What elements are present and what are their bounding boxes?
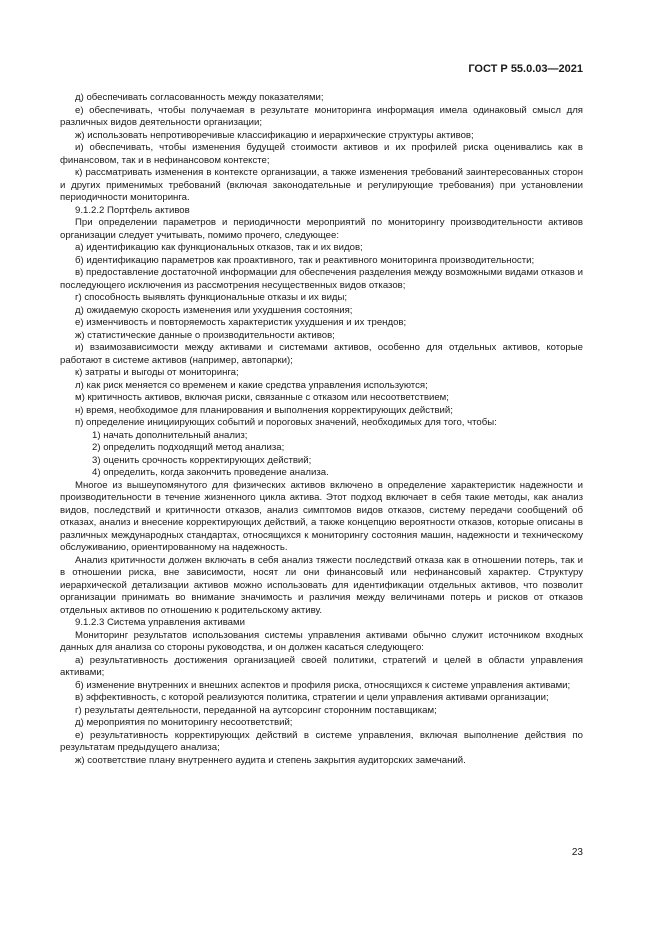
paragraph: При определении параметров и периодичности мероприятий по мониторингу производительности активов организации следует учитывать, помимо прочего, следующее: <box>60 217 583 241</box>
paragraph: и) обеспечивать, чтобы изменения будущей стоимости активов и их профилей риска оценивались как в финансовом, так и в нефинансовом контексте; <box>60 142 583 166</box>
paragraph: Анализ критичности должен включать в себя анализ тяжести последствий отказа как в отношении потерь, так и в отношении риска, вне зависимости, носят ли они финансовый или нефинансовый характер. Структуру иерархической детализации активов можно использовать для идентификации отдельных активов, что позволит организации принимать во внимание значимость и различия между величинами потерь и рисков от отказов отдельных активов по отношению к родительскому активу. <box>60 554 583 616</box>
list-item: д) ожидаемую скорость изменения или ухудшения состояния; <box>75 304 353 316</box>
list-item: г) результаты деятельности, переданной на аутсорсинг сторонним поставщикам; <box>75 704 437 716</box>
list-item: а) идентификацию как функциональных отказов, так и их видов; <box>75 242 363 253</box>
list-item: м) критичность активов, включая риски, связанные с отказом или несоответствием; <box>75 392 449 403</box>
list-item: в) эффективность, с которой реализуются политика, стратегии и цели управления активами организации; <box>75 692 549 703</box>
sub-list-item: 4) определить, когда закончить проведение анализа. <box>92 467 329 478</box>
list-item: в) предоставление достаточной информации для обеспечения разделения между возможными видами отказов и последующего исключения из рассмотрения несущественных видов отказов; <box>60 267 583 291</box>
list-item: д) мероприятия по мониторингу несоответствий; <box>75 717 293 728</box>
sub-list-item: 3) оценить срочность корректирующих действий; <box>92 454 312 466</box>
list-item: и) взаимозависимости между активами и системами активов, особенно для отдельных активов, которые работают в системе активов (например, автопарки); <box>60 342 583 366</box>
section-heading: 9.1.2.3 Система управления активами <box>75 617 245 628</box>
list-item: е) результативность корректирующих действий в системе управления, включая выполнение действия по результатам предыдущего анализа; <box>60 729 583 753</box>
list-item: ж) соответствие плану внутреннего аудита и степень закрытия аудиторских замечаний. <box>75 754 466 766</box>
list-item: п) определение инициирующих событий и пороговых значений, необходимых для того, чтобы: <box>75 417 497 428</box>
paragraph: Мониторинг результатов использования системы управления активами обычно служит источником входных данных для анализа со стороны руководства, и он должен касаться следующего: <box>60 629 583 653</box>
list-item: ж) статистические данные о производительности активов; <box>75 329 335 341</box>
list-item: л) как риск меняется со временем и какие средства управления используются; <box>75 379 428 391</box>
list-item: е) изменчивость и повторяемость характеристик ухудшения и их трендов; <box>75 317 407 328</box>
list-item: к) затраты и выгоды от мониторинга; <box>75 367 239 378</box>
list-item: б) изменение внутренних и внешних аспектов и профиля риска, относящихся к системе управления активами; <box>75 679 571 691</box>
section-heading: 9.1.2.2 Портфель активов <box>75 204 190 216</box>
sub-list-item: 1) начать дополнительный анализ; <box>92 429 248 441</box>
paragraph: е) обеспечивать, чтобы получаемая в результате мониторинга информация имела одинаковый смысл для различных видов деятельности организации; <box>60 104 583 128</box>
list-item: а) результативность достижения организацией своей политики, стратегий и целей в области управления активами; <box>60 654 583 678</box>
paragraph: д) обеспечивать согласованность между показателями; <box>75 92 324 103</box>
document-id: ГОСТ Р 55.0.03—2021 <box>468 63 583 75</box>
list-item: г) способность выявлять функциональные отказы и их виды; <box>75 292 348 303</box>
page-number: 23 <box>571 847 583 858</box>
page-body <box>60 92 583 767</box>
sub-list-item: 2) определить подходящий метод анализа; <box>92 442 285 453</box>
paragraph: Многое из вышеупомянутого для физических активов включено в определение характеристик надежности и производительности в течение жизненного цикла актива. Этот подход включает в себя такие методы, как анализ видов, последствий и критичности отказов, анализ симптомов видов отказов, систему передачи сообщений об отказах, анализ и внесение корректирующих действий, а также концепцию вероятности отказов, которые описаны в различных международных стандартах, относящихся к мониторингу состояния машин, надежности и техническому обслуживанию, ориентированному на надежность. <box>60 479 583 553</box>
paragraph: к) рассматривать изменения в контексте организации, а также изменения требований заинтересованных сторон и других применимых требований (включая законодательные и регулирующие требования) при установлении периодичности мониторинга. <box>60 167 583 203</box>
list-item: б) идентификацию параметров как проактивного, так и реактивного мониторинга производительности; <box>75 254 535 266</box>
list-item: н) время, необходимое для планирования и выполнения корректирующих действий; <box>75 404 453 416</box>
paragraph: ж) использовать непротиворечивые классификацию и иерархические структуры активов; <box>75 129 474 141</box>
